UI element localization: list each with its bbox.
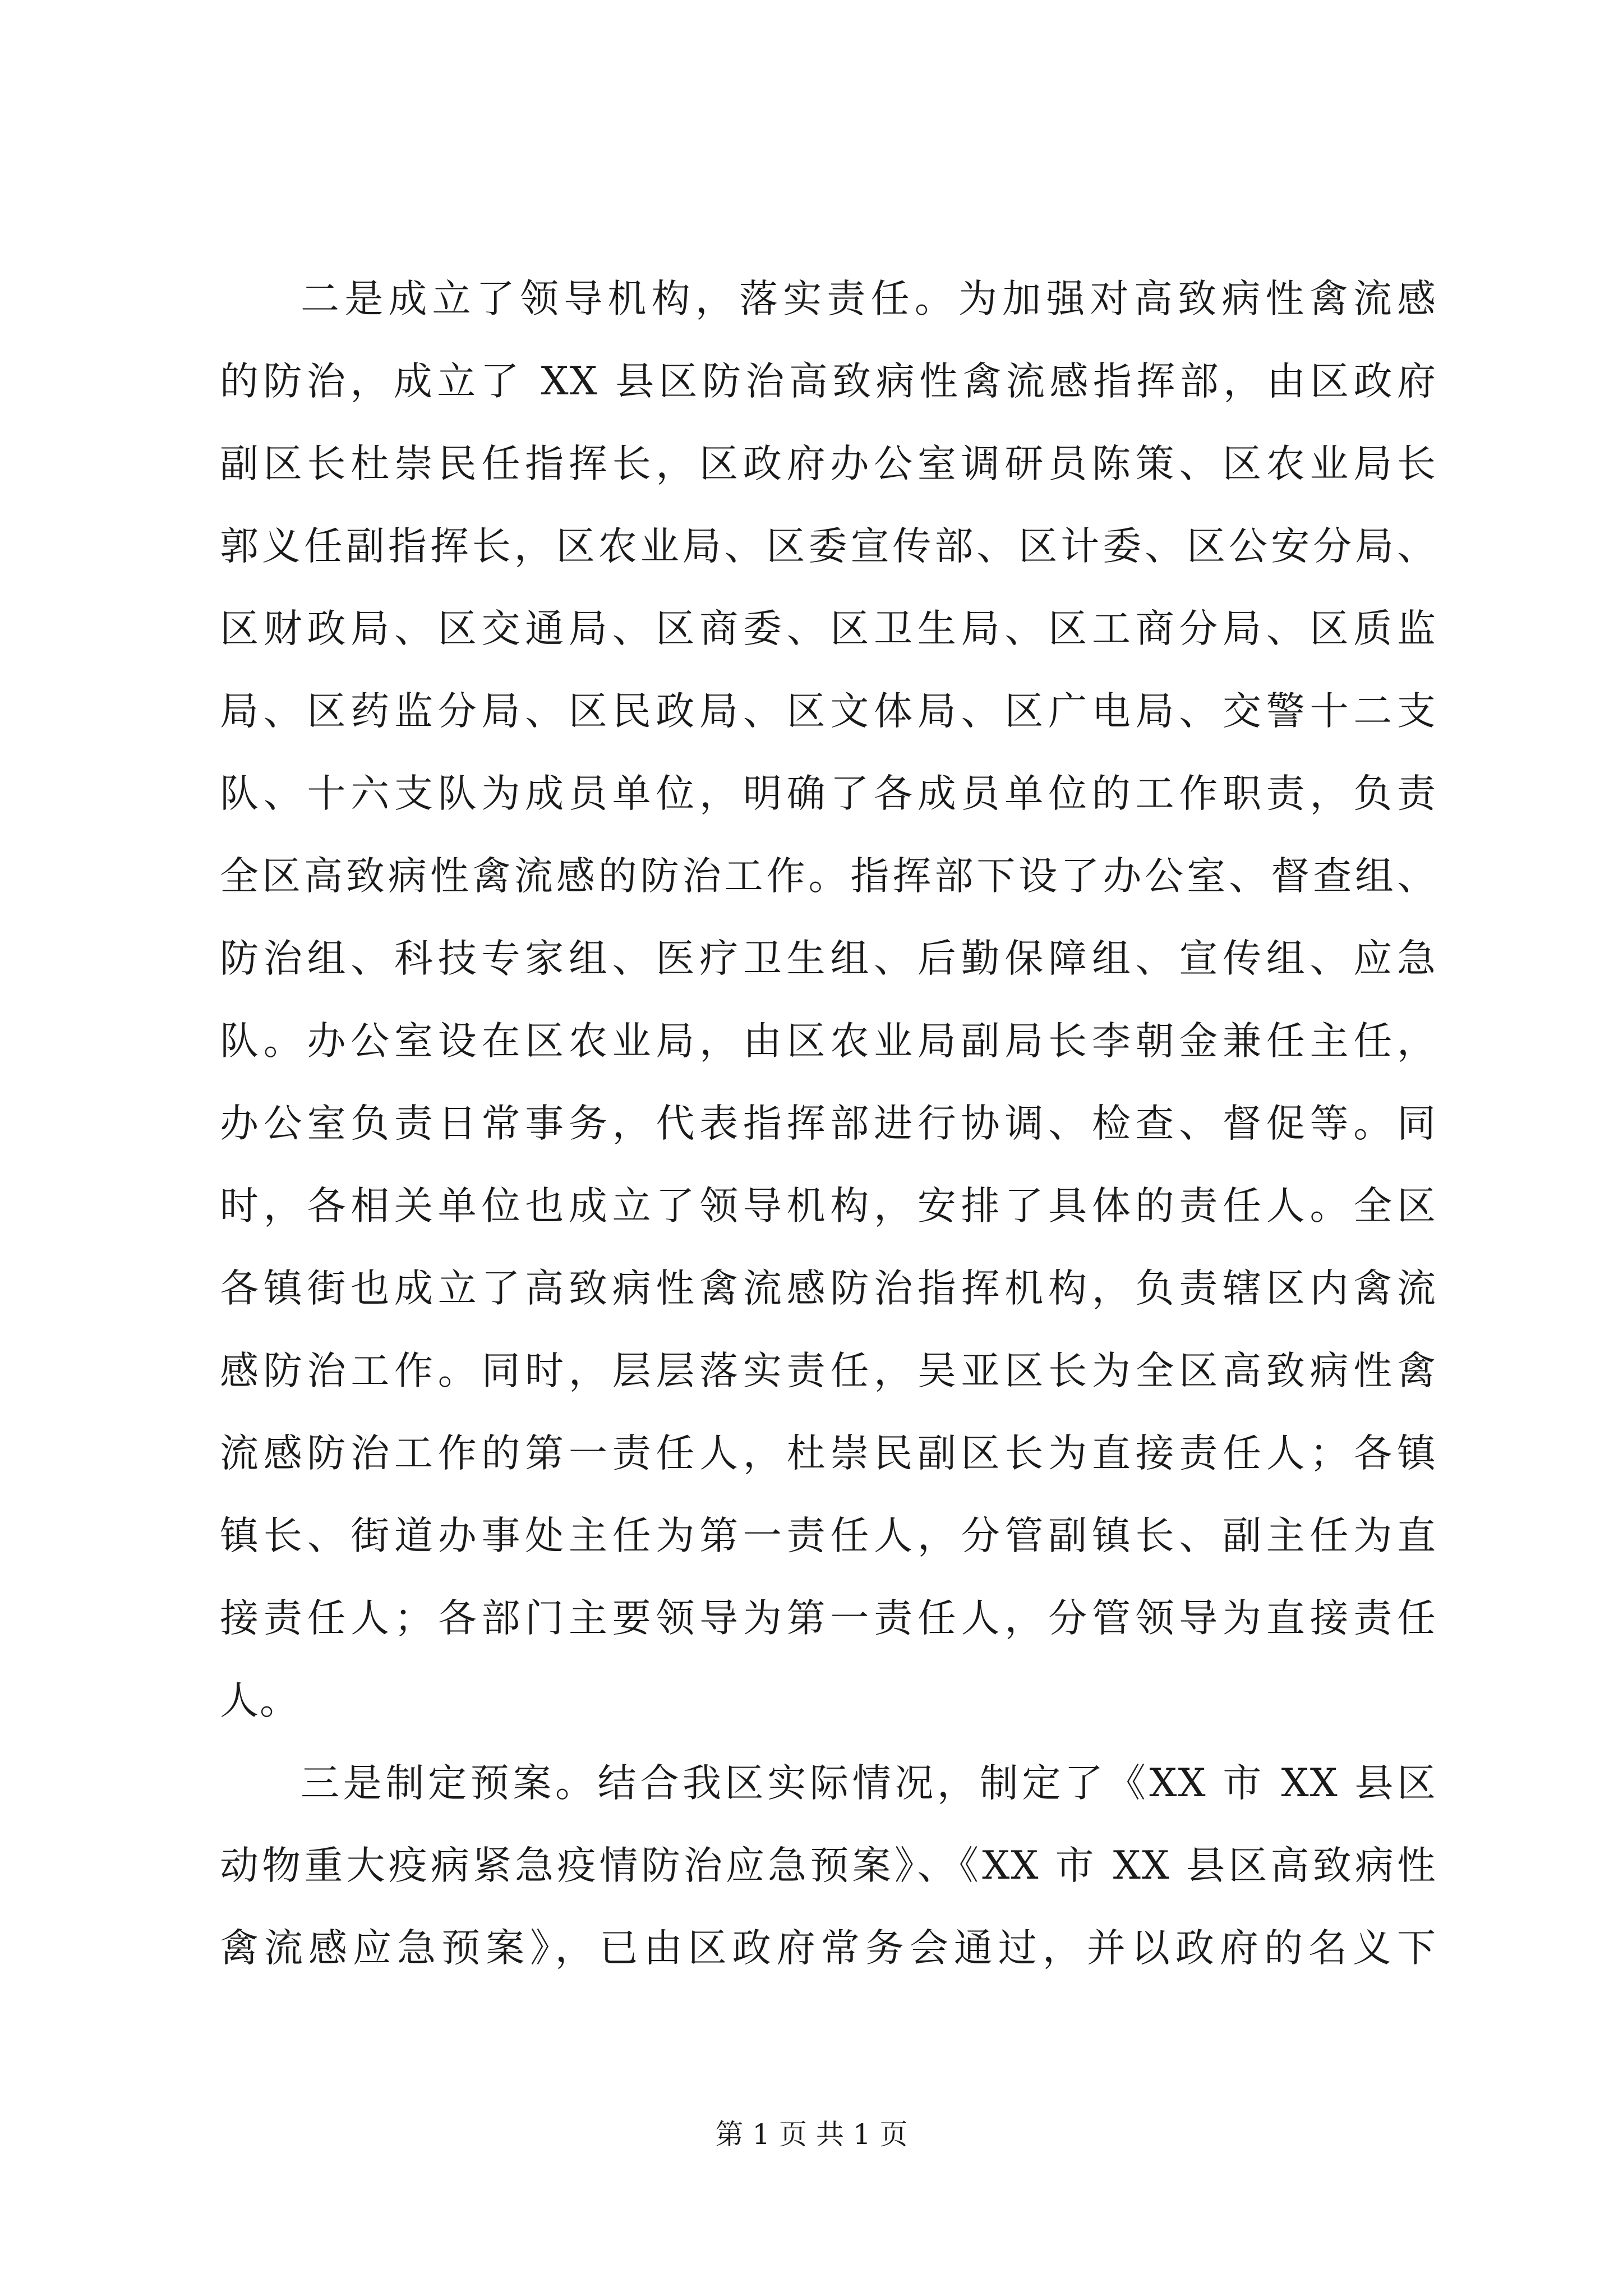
paragraph-line: 副区长杜崇民任指挥长，区政府办公室调研员陈策、区农业局长 (220, 441, 1437, 486)
paragraph-line: 防治组、科技专家组、医疗卫生组、后勤保障组、宣传组、应急 (220, 936, 1437, 981)
paragraph-line: 队、十六支队为成员单位，明确了各成员单位的工作职责，负责 (220, 771, 1437, 816)
paragraph-line: 接责任人；各部门主要领导为第一责任人，分管领导为直接责任 (220, 1596, 1437, 1641)
paragraph-line: 流感防治工作的第一责任人，杜崇民副区长为直接责任人；各镇 (220, 1431, 1437, 1476)
paragraph-line: 禽流感应急预案》，已由区政府常务会通过，并以政府的名义下 (220, 1926, 1437, 1971)
paragraph-line: 二是成立了领导机构，落实责任。为加强对高致病性禽流感 (301, 277, 1437, 321)
paragraph-line: 全区高致病性禽流感的防治工作。指挥部下设了办公室、督查组、 (220, 854, 1437, 899)
paragraph-line: 办公室负责日常事务，代表指挥部进行协调、检查、督促等。同 (220, 1101, 1437, 1146)
paragraph-line: 镇长、街道办事处主任为第一责任人，分管副镇长、副主任为直 (220, 1513, 1437, 1558)
paragraph-line: 三是制定预案。结合我区实际情况，制定了《XX 市 XX 县区 (301, 1761, 1437, 1806)
page-footer: 第 1 页 共 1 页 (715, 2118, 908, 2151)
paragraph-line: 各镇街也成立了高致病性禽流感防治指挥机构，负责辖区内禽流 (220, 1266, 1437, 1311)
paragraph-line: 的防治，成立了 XX 县区防治高致病性禽流感指挥部，由区政府 (220, 359, 1437, 404)
paragraph-line: 队。办公室设在区农业局，由区农业局副局长李朝金兼任主任， (220, 1019, 1437, 1064)
paragraph-line: 动物重大疫病紧急疫情防治应急预案》、《XX 市 XX 县区高致病性 (220, 1843, 1437, 1888)
paragraph-line: 感防治工作。同时，层层落实责任，吴亚区长为全区高致病性禽 (220, 1349, 1437, 1393)
document-body (220, 258, 1437, 1990)
paragraph-line: 郭义任副指挥长，区农业局、区委宣传部、区计委、区公安分局、 (220, 524, 1437, 569)
paragraph-line: 局、区药监分局、区民政局、区文体局、区广电局、交警十二支 (220, 689, 1437, 734)
paragraph-line: 人。 (220, 1678, 299, 1723)
paragraph-line: 区财政局、区交通局、区商委、区卫生局、区工商分局、区质监 (220, 606, 1437, 651)
paragraph-line: 时，各相关单位也成立了领导机构，安排了具体的责任人。全区 (220, 1184, 1437, 1228)
